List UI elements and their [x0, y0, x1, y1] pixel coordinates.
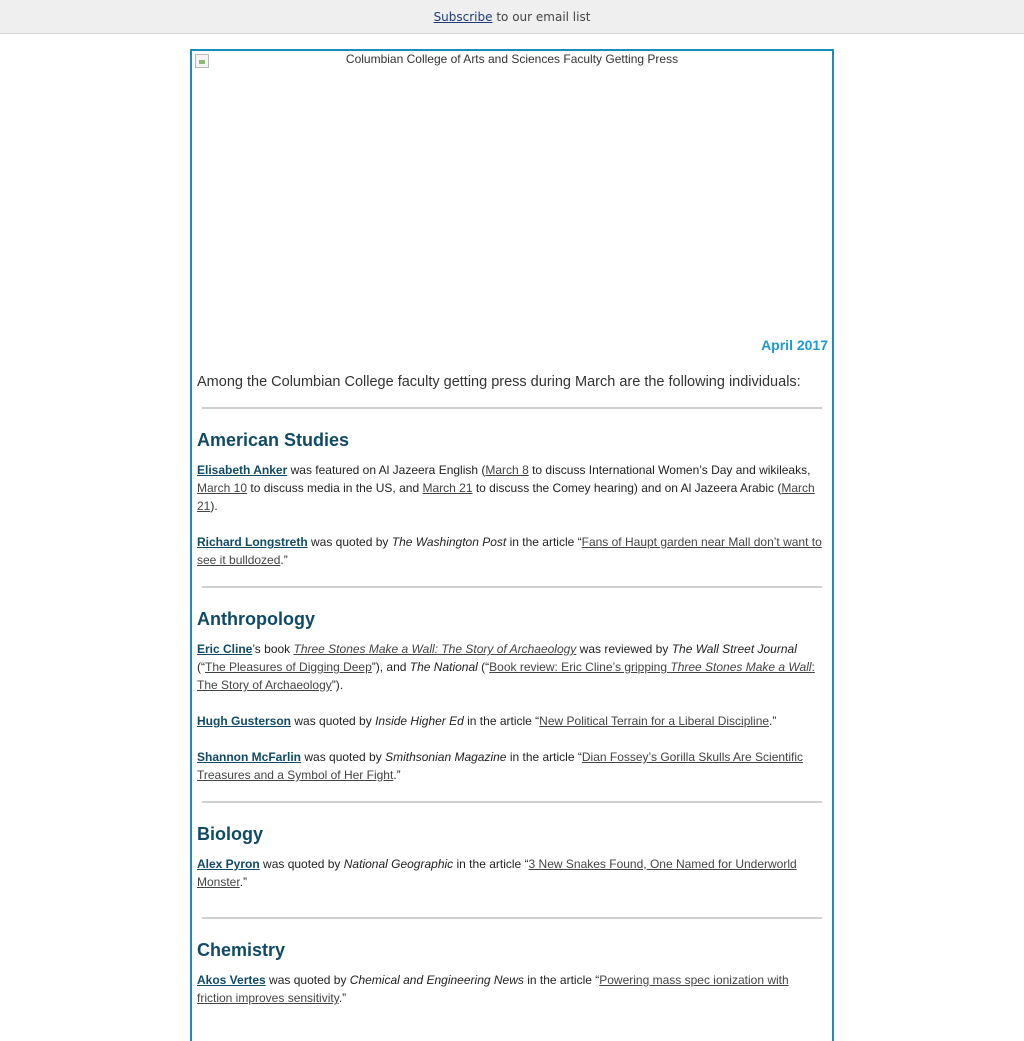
- entry-text: (“: [477, 660, 490, 674]
- entry-text: in the article “: [523, 973, 600, 987]
- entry-text: .”: [239, 875, 248, 889]
- section-divider: [202, 917, 822, 919]
- press-link-march-8[interactable]: March 8: [485, 463, 529, 477]
- publication-name: The Washington Post: [391, 535, 507, 549]
- faculty-link-akos-vertes[interactable]: Akos Vertes: [197, 973, 266, 987]
- entry-hugh-gusterson: [197, 712, 827, 730]
- entry-text: .”: [338, 991, 347, 1005]
- faculty-link-eric-cline[interactable]: Eric Cline: [197, 642, 253, 656]
- publication-name: Chemical and Engineering News: [349, 973, 524, 987]
- header-image-alt-text: Columbian College of Arts and Sciences Faculty Getting Press: [345, 52, 679, 66]
- entry-text: in the article “: [506, 535, 582, 549]
- publication-name: Inside Higher Ed: [375, 714, 464, 728]
- entry-text: to discuss International Women’s Day and wikileaks,: [528, 463, 811, 477]
- press-link-march-10[interactable]: March 10: [197, 481, 248, 495]
- section-divider: [202, 407, 822, 409]
- entry-text: was quoted by: [265, 973, 350, 987]
- entry-text: ”), and: [371, 660, 410, 674]
- book-title: Three Stones Make a Wall: [670, 660, 812, 674]
- faculty-link-hugh-gusterson[interactable]: Hugh Gusterson: [197, 714, 292, 728]
- article-link[interactable]: Dian Fossey’s Gorilla Skulls Are Scientific Treasures and a Symbol of Her Fight: [197, 750, 804, 782]
- entry-text: in the article “: [506, 750, 582, 764]
- entry-text: was quoted by: [259, 857, 344, 871]
- article-link[interactable]: New Political Terrain for a Liberal Discipline: [539, 714, 770, 728]
- entry-text: .”: [280, 553, 288, 567]
- book-link[interactable]: [294, 642, 577, 656]
- article-link[interactable]: Fans of Haupt garden near Mall don’t want to see it bulldozed: [197, 535, 822, 567]
- entry-text: .”: [769, 714, 777, 728]
- header-banner: [192, 51, 832, 361]
- publication-name: Smithsonian Magazine: [385, 750, 507, 764]
- section-chemistry: [197, 917, 827, 1007]
- article-link[interactable]: Powering mass spec ionization with friction improves sensitivity: [197, 973, 789, 1005]
- publication-name: National Geographic: [343, 857, 454, 871]
- entry-shannon-mcfarlin: [197, 748, 827, 784]
- entry-text: to discuss media in the US, and: [247, 481, 423, 495]
- article-link-wsj[interactable]: The Pleasures of Digging Deep: [205, 660, 372, 674]
- article-link[interactable]: 3 New Snakes Found, One Named for Underworld Monster: [197, 857, 797, 889]
- subscribe-link[interactable]: Subscribe: [433, 10, 493, 24]
- faculty-link-alex-pyron[interactable]: Alex Pyron: [197, 857, 260, 871]
- section-biology: [197, 801, 827, 891]
- publication-name: The Wall Street Journal: [671, 642, 797, 656]
- link-text: : The Story of Archaeology: [197, 660, 815, 692]
- entry-text: .”: [393, 768, 401, 782]
- entry-richard-longstreth: [197, 533, 827, 569]
- section-title: Chemistry: [197, 940, 286, 960]
- faculty-link-elisabeth-anker[interactable]: Elisabeth Anker: [197, 463, 288, 477]
- faculty-link-richard-longstreth[interactable]: Richard Longstreth: [197, 535, 308, 549]
- press-link-march-21[interactable]: March 21: [422, 481, 473, 495]
- entry-text: ).: [210, 499, 218, 513]
- entry-text: was quoted by: [307, 535, 392, 549]
- section-title: Anthropology: [197, 609, 315, 629]
- entry-text: was quoted by: [291, 714, 376, 728]
- section-divider: [202, 801, 822, 803]
- newsletter-content: [192, 374, 832, 1007]
- entry-alex-pyron: [197, 855, 827, 891]
- entry-text: (“: [197, 660, 205, 674]
- entry-text: in the article “: [463, 714, 540, 728]
- entry-text: was featured on Al Jazeera English (: [287, 463, 486, 477]
- newsletter-card: [190, 49, 834, 1041]
- entry-elisabeth-anker: [197, 461, 827, 515]
- entry-text: was quoted by: [301, 750, 386, 764]
- link-text: Book review: Eric Cline’s gripping: [489, 660, 671, 674]
- publication-name: The National: [409, 660, 478, 674]
- subscribe-bar: [0, 0, 1024, 34]
- entry-text: in the article “: [453, 857, 529, 871]
- intro-text: Among the Columbian College faculty getting press during March are the following individuals:: [197, 374, 801, 390]
- section-divider: [202, 586, 822, 588]
- section-anthropology: [197, 586, 827, 784]
- subscribe-text: to our email list: [492, 10, 591, 24]
- entry-text: to discuss the Comey hearing) and on Al Jazeera Arabic (: [472, 481, 782, 495]
- section-title: Biology: [197, 824, 263, 844]
- press-link-march-21-arabic[interactable]: March 21: [197, 481, 815, 513]
- issue-date: April 2017: [761, 337, 828, 353]
- entry-text: ”).: [331, 678, 344, 692]
- section-title: American Studies: [197, 430, 350, 450]
- faculty-link-shannon-mcfarlin[interactable]: Shannon McFarlin: [197, 750, 302, 764]
- entry-eric-cline: [197, 640, 827, 694]
- book-title: Three Stones Make a Wall: The Story of Archaeology: [293, 642, 577, 656]
- entry-text: was reviewed by: [576, 642, 672, 656]
- section-american-studies: [197, 407, 827, 569]
- entry-text: ’s book: [252, 642, 294, 656]
- entry-akos-vertes: [197, 971, 827, 1007]
